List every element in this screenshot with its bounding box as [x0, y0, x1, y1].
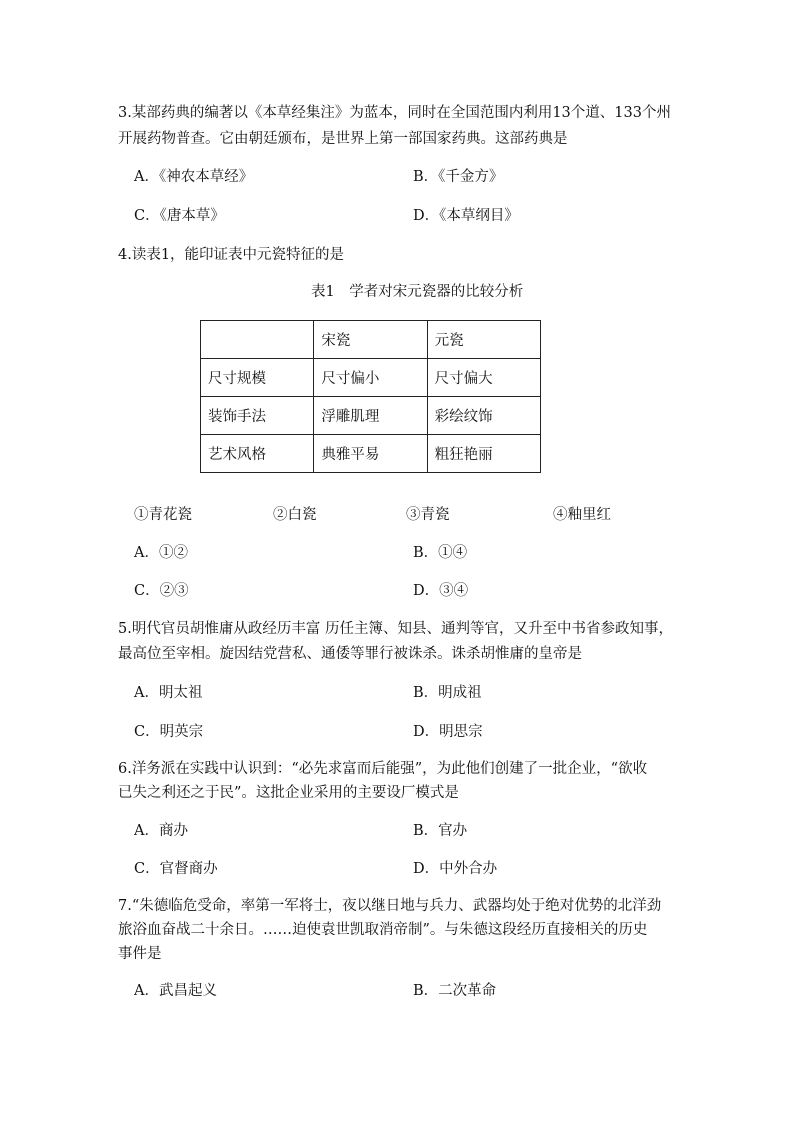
q6-option-c: C．官督商办: [134, 861, 218, 877]
q6-option-b: B．官办: [413, 823, 468, 839]
q7-stem-line1: 7.“朱德临危受命，率第一军将士，夜以继日地与兵力、武器均处于绝对优势的北洋劲: [118, 898, 662, 914]
q7-stem-line3: 事件是: [118, 946, 162, 962]
q4-item-1: ①青花瓷: [134, 507, 192, 523]
table-cell: 尺寸偏大: [427, 359, 540, 397]
q5-option-b: B．明成祖: [413, 685, 482, 701]
q4-option-c: C．②③: [134, 583, 189, 599]
table-cell: 典雅平易: [314, 435, 427, 473]
table-cell: 尺寸偏小: [314, 359, 427, 397]
table-caption: 表1 学者对宋元瓷器的比较分析: [311, 284, 524, 300]
q5-option-d: D．明思宗: [413, 724, 483, 740]
table-row: [201, 359, 541, 397]
table-cell: 粗狂艳丽: [427, 435, 540, 473]
q4-stem: 4.读表1，能印证表中元瓷特征的是: [118, 247, 345, 263]
q6-stem-line1: 6.洋务派在实践中认识到：“必先求富而后能强”，为此他们创建了一批企业，“欲收: [118, 761, 648, 777]
table-row: [201, 435, 541, 473]
q4-item-3: ③青瓷: [406, 507, 450, 523]
q3-option-c: C．《唐本草》: [134, 208, 225, 224]
q4-item-2: ②白瓷: [273, 507, 317, 523]
q5-option-a: A．明太祖: [134, 685, 203, 701]
q6-option-d: D．中外合办: [413, 861, 498, 877]
table-cell: 彩绘纹饰: [427, 397, 540, 435]
table-header-row: [201, 321, 541, 359]
q3-option-a: A．《神农本草经》: [134, 169, 254, 185]
q4-option-b: B．①④: [413, 545, 468, 561]
table-cell: 艺术风格: [201, 435, 314, 473]
q5-stem-line2: 最高位至宰相。旋因结党营私、通倭等罪行被诛杀。诛杀胡惟庸的皇帝是: [118, 646, 582, 662]
table-row: [201, 397, 541, 435]
q3-stem-line2: 开展药物普查。它由朝廷颁布，是世界上第一部国家药典。这部药典是: [118, 131, 568, 147]
q4-option-d: D．③④: [413, 583, 469, 599]
q6-option-a: A．商办: [134, 823, 188, 839]
comparison-table: [200, 320, 541, 473]
q7-option-b: B．二次革命: [413, 983, 497, 999]
table-cell: 装饰手法: [201, 397, 314, 435]
q4-option-a: A．①②: [134, 545, 188, 561]
q3-option-b: B．《千金方》: [413, 169, 504, 185]
q7-option-a: A．武昌起义: [134, 983, 217, 999]
q3-option-d: D．《本草纲目》: [413, 208, 519, 224]
table-header-cell: 宋瓷: [314, 321, 427, 359]
table-cell: 尺寸规模: [201, 359, 314, 397]
q3-stem-line1: 3.某部药典的编著以《本草经集注》为蓝本，同时在全国范围内利用13个道、133个州: [118, 105, 671, 121]
table-header-cell: 元瓷: [427, 321, 540, 359]
q6-stem-line2: 已失之利还之于民”。这批企业采用的主要设厂模式是: [118, 785, 459, 801]
q4-item-4: ④釉里红: [553, 507, 611, 523]
table-header-cell: [201, 321, 314, 359]
q5-stem-line1: 5.明代官员胡惟庸从政经历丰富 历任主簿、知县、通判等官，又升至中书省参政知事，: [118, 621, 673, 637]
q5-option-c: C．明英宗: [134, 724, 204, 740]
q7-stem-line2: 旅浴血奋战二十余日。……迫使袁世凯取消帝制”。与朱德这段经历直接相关的历史: [118, 922, 648, 938]
table-cell: 浮雕肌理: [314, 397, 427, 435]
